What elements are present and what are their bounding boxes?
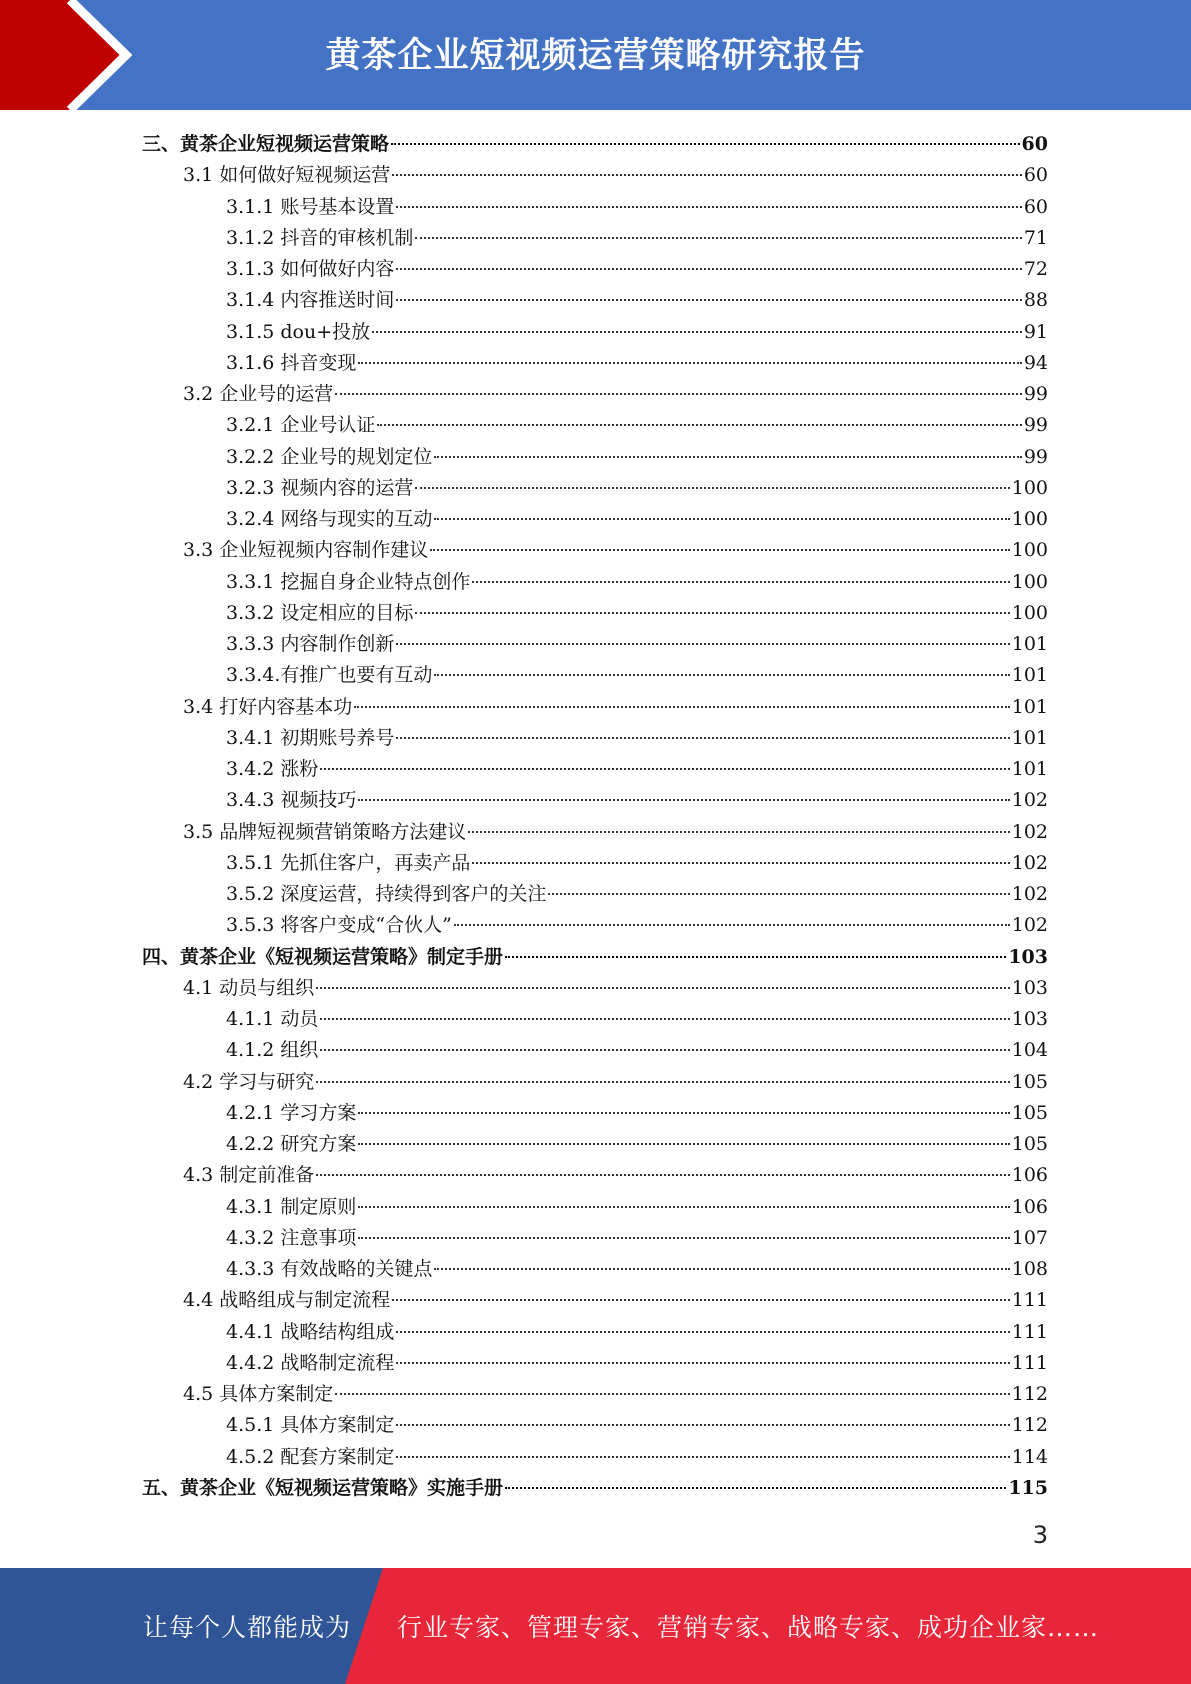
toc-entry[interactable] bbox=[142, 504, 1048, 535]
toc-entry-label: 4.3.3 有效战略的关键点 bbox=[226, 1258, 433, 1280]
toc-entry-page: 99 bbox=[1023, 445, 1048, 468]
toc-entry-page: 103 bbox=[1011, 1008, 1048, 1030]
toc-entry-label: 3.2.1 企业号认证 bbox=[226, 414, 376, 437]
toc-entry-page: 105 bbox=[1011, 1101, 1048, 1124]
toc-entry-page: 112 bbox=[1011, 1383, 1048, 1405]
toc-leader-dots bbox=[396, 206, 1021, 208]
toc-entry-page: 101 bbox=[1011, 664, 1048, 687]
toc-leader-dots bbox=[358, 1206, 1009, 1208]
toc-entry-label: 4.3.2 注意事项 bbox=[226, 1226, 357, 1249]
toc-entry[interactable] bbox=[142, 723, 1048, 754]
toc-entry-label: 4.2.1 学习方案 bbox=[226, 1101, 357, 1124]
toc-entry[interactable] bbox=[142, 1379, 1048, 1410]
toc-entry-page: 102 bbox=[1011, 820, 1048, 843]
toc-entry-page: 103 bbox=[1011, 976, 1048, 999]
toc-leader-dots bbox=[358, 362, 1021, 364]
toc-leader-dots bbox=[430, 549, 1009, 551]
toc-leader-dots bbox=[396, 268, 1021, 270]
toc-entry[interactable] bbox=[142, 410, 1048, 441]
toc-entry[interactable] bbox=[142, 192, 1048, 223]
toc-entry[interactable] bbox=[142, 567, 1048, 598]
toc-entry-page: 105 bbox=[1011, 1070, 1048, 1093]
toc-entry-label: 4.4.1 战略结构组成 bbox=[226, 1320, 395, 1343]
toc-entry[interactable] bbox=[142, 379, 1048, 410]
toc-entry[interactable] bbox=[142, 629, 1048, 660]
toc-entry-label: 3.5.2 深度运营，持续得到客户的关注 bbox=[226, 883, 547, 905]
toc-entry-page: 105 bbox=[1011, 1133, 1048, 1155]
toc-entry-page: 102 bbox=[1011, 914, 1048, 937]
toc-entry[interactable] bbox=[142, 942, 1048, 973]
toc-leader-dots bbox=[472, 862, 1009, 864]
toc-entry-label: 4.3.1 制定原则 bbox=[226, 1195, 357, 1218]
toc-entry-label: 3.4.2 涨粉 bbox=[226, 758, 319, 780]
page-number: 3 bbox=[1032, 1521, 1048, 1549]
toc-entry-label: 3.3.2 设定相应的目标 bbox=[226, 601, 414, 624]
toc-entry-label: 4.5 具体方案制定 bbox=[183, 1383, 334, 1405]
toc-entry-page: 101 bbox=[1011, 758, 1048, 780]
toc-leader-dots bbox=[396, 643, 1009, 645]
toc-entry[interactable] bbox=[142, 1223, 1048, 1254]
toc-entry-label: 4.3 制定前准备 bbox=[183, 1164, 315, 1187]
toc-entry-page: 60 bbox=[1023, 195, 1048, 218]
toc-entry-page: 104 bbox=[1011, 1039, 1048, 1062]
toc-entry-label: 五、黄茶企业《短视频运营策略》实施手册 bbox=[142, 1476, 504, 1499]
toc-entry-page: 111 bbox=[1011, 1320, 1048, 1343]
toc-entry-label: 3.3.3 内容制作创新 bbox=[226, 633, 395, 655]
toc-entry-page: 107 bbox=[1011, 1226, 1048, 1249]
toc-leader-dots bbox=[354, 706, 1009, 708]
toc-entry-page: 111 bbox=[1011, 1351, 1048, 1374]
toc-entry-label: 4.1.2 组织 bbox=[226, 1039, 319, 1062]
toc-entry[interactable] bbox=[142, 785, 1048, 816]
toc-entry-page: 101 bbox=[1011, 695, 1048, 718]
toc-entry[interactable] bbox=[142, 285, 1048, 316]
toc-leader-dots bbox=[472, 581, 1009, 583]
toc-entry-page: 102 bbox=[1011, 851, 1048, 874]
toc-entry-label: 4.5.1 具体方案制定 bbox=[226, 1414, 395, 1437]
toc-entry-label: 4.4.2 战略制定流程 bbox=[226, 1351, 395, 1374]
footer-slogan-left: 让每个人都能成为 bbox=[143, 1613, 352, 1642]
toc-leader-dots bbox=[505, 1487, 1006, 1489]
toc-leader-dots bbox=[434, 518, 1009, 520]
toc-entry-label: 4.5.2 配套方案制定 bbox=[226, 1445, 395, 1468]
toc-entry-page: 103 bbox=[1008, 945, 1048, 968]
toc-entry-page: 100 bbox=[1011, 508, 1048, 530]
toc-entry-label: 4.4 战略组成与制定流程 bbox=[183, 1289, 391, 1312]
toc-entry[interactable] bbox=[142, 817, 1048, 848]
toc-leader-dots bbox=[358, 1237, 1009, 1239]
toc-entry-page: 102 bbox=[1011, 789, 1048, 812]
toc-entry-page: 100 bbox=[1011, 570, 1048, 593]
toc-entry-page: 100 bbox=[1011, 476, 1048, 499]
toc-leader-dots bbox=[316, 1174, 1009, 1176]
toc-leader-dots bbox=[392, 174, 1022, 176]
toc-entry-page: 102 bbox=[1011, 883, 1048, 905]
toc-entry-label: 3.4 打好内容基本功 bbox=[183, 695, 353, 718]
page-header bbox=[0, 0, 1191, 110]
toc-entry-page: 72 bbox=[1023, 258, 1048, 280]
toc-leader-dots bbox=[320, 1018, 1009, 1020]
toc-leader-dots bbox=[396, 1456, 1009, 1458]
toc-leader-dots bbox=[415, 237, 1021, 239]
toc-entry-page: 60 bbox=[1023, 164, 1048, 187]
toc-entry[interactable] bbox=[142, 754, 1048, 785]
toc-entry[interactable] bbox=[142, 1067, 1048, 1098]
toc-entry-label: 3.2.2 企业号的规划定位 bbox=[226, 445, 433, 468]
toc-entry-label: 3.1.4 内容推送时间 bbox=[226, 289, 395, 312]
toc-entry-page: 99 bbox=[1023, 414, 1048, 437]
toc-entry-label: 4.2 学习与研究 bbox=[183, 1070, 315, 1093]
toc-entry-label: 四、黄茶企业《短视频运营策略》制定手册 bbox=[142, 945, 504, 968]
toc-leader-dots bbox=[392, 1299, 1009, 1301]
toc-entry[interactable] bbox=[142, 223, 1048, 254]
toc-leader-dots bbox=[396, 737, 1009, 739]
toc-leader-dots bbox=[468, 831, 1009, 833]
toc-entry-page: 88 bbox=[1023, 289, 1048, 312]
toc-entry[interactable] bbox=[142, 879, 1048, 910]
toc-entry[interactable] bbox=[142, 1192, 1048, 1223]
toc-leader-dots bbox=[320, 768, 1009, 770]
toc-entry-label: 3.3 企业短视频内容制作建议 bbox=[183, 539, 429, 562]
toc-entry-label: 4.1.1 动员 bbox=[226, 1008, 319, 1030]
toc-entry-label: 3.5.3 将客户变成“合伙人” bbox=[226, 914, 452, 937]
toc-entry-page: 71 bbox=[1023, 226, 1048, 249]
toc-entry-page: 101 bbox=[1011, 633, 1048, 655]
toc-entry-label: 3.3.4.有推广也要有互动 bbox=[226, 664, 433, 687]
toc-leader-dots bbox=[358, 1112, 1009, 1114]
toc-entry-page: 94 bbox=[1023, 351, 1048, 374]
toc-entry[interactable] bbox=[142, 442, 1048, 473]
toc-entry-label: 3.5 品牌短视频营销策略方法建议 bbox=[183, 820, 467, 843]
toc-entry[interactable] bbox=[142, 1442, 1048, 1473]
toc-entry-page: 106 bbox=[1011, 1195, 1048, 1218]
toc-entry-page: 108 bbox=[1011, 1258, 1048, 1280]
toc-entry[interactable] bbox=[142, 1317, 1048, 1348]
toc-entry-label: 3.1.1 账号基本设置 bbox=[226, 195, 395, 218]
toc-entry-label: 4.1 动员与组织 bbox=[183, 976, 315, 999]
toc-entry-page: 60 bbox=[1021, 133, 1048, 155]
toc-leader-dots bbox=[320, 1049, 1009, 1051]
toc-entry[interactable] bbox=[142, 160, 1048, 191]
toc-entry-page: 100 bbox=[1011, 601, 1048, 624]
toc-entry-page: 115 bbox=[1008, 1476, 1048, 1499]
toc-entry[interactable] bbox=[142, 598, 1048, 629]
toc-leader-dots bbox=[335, 393, 1022, 395]
toc-entry[interactable] bbox=[142, 348, 1048, 379]
toc-entry-label: 三、黄茶企业短视频运营策略 bbox=[142, 133, 390, 155]
page-footer bbox=[0, 1568, 1191, 1684]
toc-entry-label: 3.1 如何做好短视频运营 bbox=[183, 164, 391, 187]
toc-entry-label: 3.4.1 初期账号养号 bbox=[226, 726, 395, 749]
toc-leader-dots bbox=[396, 1424, 1009, 1426]
toc-entry-page: 106 bbox=[1011, 1164, 1048, 1187]
toc-entry[interactable] bbox=[142, 1473, 1048, 1504]
toc-leader-dots bbox=[415, 612, 1009, 614]
toc-entry-label: 3.3.1 挖掘自身企业特点创作 bbox=[226, 570, 471, 593]
toc-leader-dots bbox=[316, 1081, 1009, 1083]
toc-entry-label: 3.1.3 如何做好内容 bbox=[226, 258, 395, 280]
toc-leader-dots bbox=[335, 1393, 1009, 1395]
toc-leader-dots bbox=[358, 799, 1009, 801]
toc-entry[interactable] bbox=[142, 473, 1048, 504]
toc-entry[interactable] bbox=[142, 660, 1048, 691]
toc-entry[interactable] bbox=[142, 1098, 1048, 1129]
toc-leader-dots bbox=[415, 487, 1009, 489]
toc-entry-page: 112 bbox=[1011, 1414, 1048, 1437]
toc-entry-page: 100 bbox=[1011, 539, 1048, 562]
footer-slogan-right: 行业专家、管理专家、营销专家、战略专家、成功企业家…… bbox=[397, 1613, 1100, 1642]
toc-entry[interactable] bbox=[142, 1035, 1048, 1066]
toc-entry[interactable] bbox=[142, 1285, 1048, 1316]
toc-entry[interactable] bbox=[142, 317, 1048, 348]
toc-leader-dots bbox=[372, 331, 1022, 333]
toc-entry-page: 91 bbox=[1023, 320, 1048, 343]
toc-entry-label: 3.5.1 先抓住客户，再卖产品 bbox=[226, 851, 471, 874]
toc-leader-dots bbox=[434, 456, 1021, 458]
toc-leader-dots bbox=[316, 987, 1009, 989]
toc-leader-dots bbox=[377, 424, 1021, 426]
toc-entry-label: 3.2.3 视频内容的运营 bbox=[226, 476, 414, 499]
toc-entry-label: 3.2 企业号的运营 bbox=[183, 383, 334, 405]
toc-entry-page: 101 bbox=[1011, 726, 1048, 749]
toc-entry-label: 3.1.2 抖音的审核机制 bbox=[226, 226, 414, 249]
toc-entry-label: 4.2.2 研究方案 bbox=[226, 1133, 357, 1155]
toc-entry-page: 114 bbox=[1011, 1445, 1048, 1468]
toc-entry[interactable] bbox=[142, 1160, 1048, 1191]
toc-entry[interactable] bbox=[142, 1129, 1048, 1160]
toc-entry-label: 3.2.4 网络与现实的互动 bbox=[226, 508, 433, 530]
toc-leader-dots bbox=[396, 1362, 1009, 1364]
toc-entry-page: 111 bbox=[1011, 1289, 1048, 1312]
toc-leader-dots bbox=[505, 956, 1006, 958]
table-of-contents bbox=[142, 129, 1048, 1504]
toc-entry[interactable] bbox=[142, 129, 1048, 160]
toc-leader-dots bbox=[396, 299, 1021, 301]
toc-entry[interactable] bbox=[142, 254, 1048, 285]
report-title: 黄茶企业短视频运营策略研究报告 bbox=[325, 36, 866, 76]
toc-entry[interactable] bbox=[142, 692, 1048, 723]
toc-leader-dots bbox=[391, 143, 1020, 145]
toc-entry[interactable] bbox=[142, 1254, 1048, 1285]
toc-entry[interactable] bbox=[142, 535, 1048, 566]
toc-leader-dots bbox=[548, 893, 1009, 895]
toc-entry[interactable] bbox=[142, 973, 1048, 1004]
toc-entry-label: 3.1.6 抖音变现 bbox=[226, 351, 357, 374]
toc-entry-page: 99 bbox=[1023, 383, 1048, 405]
toc-entry-label: 3.4.3 视频技巧 bbox=[226, 789, 357, 812]
toc-entry[interactable] bbox=[142, 848, 1048, 879]
toc-leader-dots bbox=[358, 1143, 1009, 1145]
toc-entry[interactable] bbox=[142, 1004, 1048, 1035]
toc-leader-dots bbox=[434, 1268, 1009, 1270]
toc-entry[interactable] bbox=[142, 1348, 1048, 1379]
toc-leader-dots bbox=[454, 924, 1010, 926]
toc-entry[interactable] bbox=[142, 1410, 1048, 1441]
toc-entry-label: 3.1.5 dou+投放 bbox=[226, 320, 371, 343]
toc-leader-dots bbox=[396, 1331, 1009, 1333]
toc-leader-dots bbox=[434, 674, 1009, 676]
toc-entry[interactable] bbox=[142, 910, 1048, 941]
